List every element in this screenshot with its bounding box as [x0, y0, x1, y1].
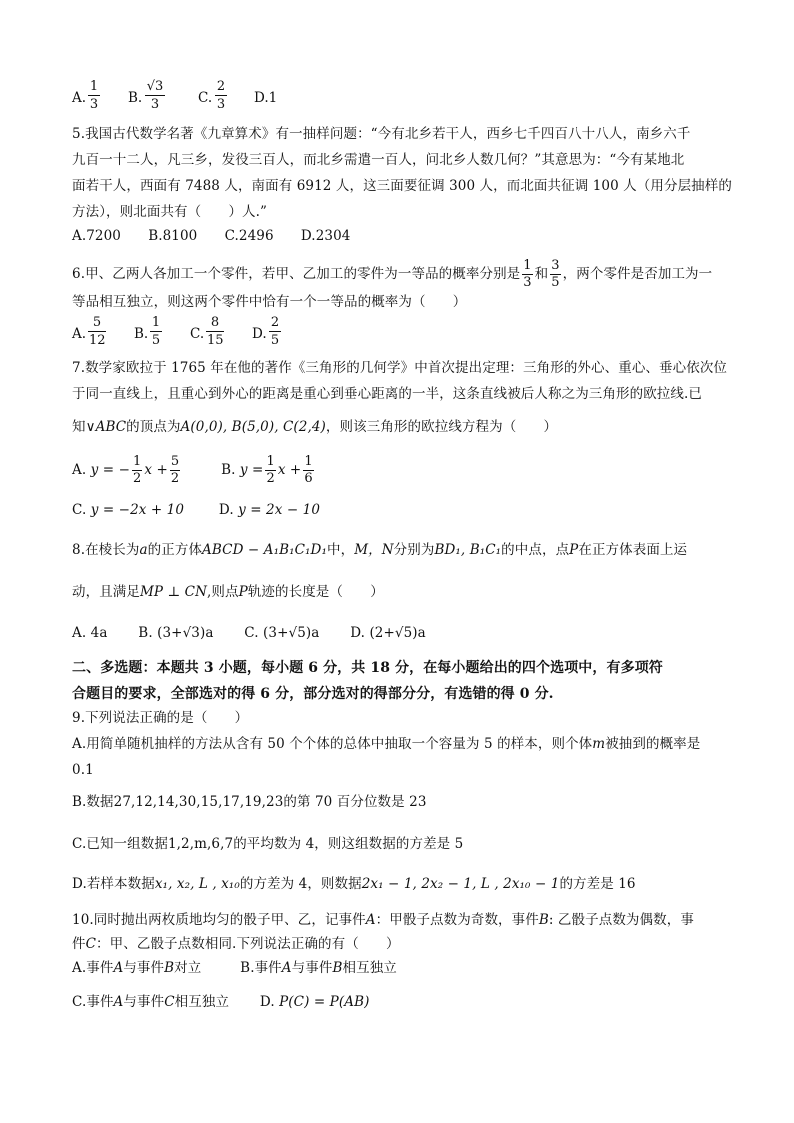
vertex-coordinates: A(0,0), B(5,0), C(2,4) [180, 419, 326, 435]
q8-text: 在正方体表面上运 [578, 542, 688, 558]
denominator: 3 [150, 97, 160, 112]
q10-line-1 [72, 910, 724, 930]
q7-options-ab [72, 450, 724, 490]
fraction [145, 78, 165, 113]
option-label: A. [72, 326, 87, 342]
q5-options[interactable]: A.7200 B.8100 C.2496 D.2304 [72, 228, 351, 244]
math: A [365, 912, 376, 928]
q8-option-d[interactable]: D. (2+√5)a [350, 625, 426, 641]
denominator: 15 [207, 333, 224, 348]
numerator: 1 [304, 454, 313, 469]
q10-option-b[interactable] [240, 960, 397, 976]
q8-option-a[interactable]: A. 4a [72, 625, 108, 641]
q6-text: 6.甲、乙两人各加工一个零件，若甲、乙加工的零件为一等品的概率分别是 [72, 266, 521, 282]
q8-option-c[interactable]: C. (3+√5)a [244, 625, 320, 641]
q9-text: B.数据 [72, 794, 114, 810]
q10-options-cd [72, 992, 724, 1012]
denominator: 3 [89, 97, 99, 112]
numerator: √3 [146, 79, 164, 94]
math: MP ⊥ CN [140, 584, 208, 600]
denominator: 3 [523, 275, 532, 290]
option-label: A. [72, 90, 87, 106]
numerator: 1 [133, 454, 142, 469]
math: C [85, 936, 97, 952]
q9-text: 被抽到的概率是 [605, 736, 701, 752]
math: P(C) = P(AB) [279, 994, 370, 1010]
q8-text: 轨迹的长度是（ ） [247, 584, 384, 600]
triangle-symbol: ∨ABC [85, 419, 127, 435]
q9-option-b[interactable] [72, 792, 724, 812]
fraction [522, 258, 532, 291]
q9-text: 的平均数为 4，则这组数据的方差是 5 [233, 836, 464, 852]
q9-text: D.若样本数据 [72, 876, 155, 892]
option-label: C. [190, 326, 205, 342]
math: y = − [90, 462, 130, 478]
q8-text: 动，且满足 [72, 584, 140, 600]
math: B [164, 960, 175, 976]
q10-option-d[interactable] [260, 994, 370, 1010]
q10-text: 相互独立 [342, 960, 397, 976]
q10-text: 10.同时抛出两枚质地均匀的骰子甲、乙，记事件 [72, 912, 366, 928]
q10-text: 相互独立 [174, 994, 230, 1010]
option-label: C. [198, 90, 213, 106]
math: P [569, 542, 579, 558]
numerator: 5 [88, 314, 106, 332]
q10-text: C.事件 [72, 994, 114, 1010]
q10-text: ：甲、乙骰子点数相同.下列说法正确的有（ ） [96, 936, 400, 952]
numerator: 1 [523, 258, 532, 273]
q10-text: ：甲骰子点数为奇数，事件 [375, 912, 539, 928]
denominator: 2 [133, 471, 142, 486]
q5-line-3: 面若干人，西面有 7488 人，南面有 6912 人，这三面要征调 300 人，而北面共征调 100 人（用分层抽样的 [72, 178, 732, 194]
math: 1,2,m,6,7 [167, 836, 234, 852]
fraction [170, 454, 180, 487]
numerator: 1 [151, 315, 161, 330]
q6-text: ，两个零件是否加工为一 [562, 266, 713, 282]
q8-text: ,则点 [207, 584, 239, 600]
q10-options-ab [72, 958, 724, 978]
q6-line-1 [72, 254, 724, 294]
q9-option-c[interactable] [72, 834, 724, 854]
q7-options-cd [72, 500, 724, 520]
option-label: D. [218, 502, 234, 518]
option-label: A. [72, 462, 87, 478]
q9-text: 的第 70 百分位数是 23 [283, 794, 427, 810]
q8-text: 8.在棱长为 [72, 542, 140, 558]
math: A [113, 994, 124, 1010]
q10-text: 与事件 [123, 994, 165, 1010]
fraction [215, 78, 227, 113]
q10-text: : 乙骰子点数为偶数，事 [548, 912, 694, 928]
q8-text: 的正方体 [147, 542, 203, 558]
denominator: 5 [151, 333, 161, 348]
section-heading-line-1: 二、多选题：本题共 3 小题，每小题 6 分，共 18 分，在每小题给出的四个选项中，有多项符 [72, 660, 663, 676]
q10-option-a[interactable] [72, 960, 201, 976]
q7-option-d[interactable] [219, 502, 320, 518]
option-label: B. [134, 326, 149, 342]
numerator: 2 [270, 315, 280, 330]
q9-text: 的方差为 4，则数据 [239, 876, 362, 892]
q8-options [72, 623, 724, 643]
math: 2x₁ − 1, 2x₂ − 1, L , 2x₁₀ − 1 [361, 876, 560, 892]
math: y = 2x − 10 [238, 502, 321, 518]
numerator: 1 [266, 454, 275, 469]
q10-text: 件 [72, 936, 86, 952]
q9-option-d[interactable] [72, 874, 724, 894]
fraction [88, 314, 106, 349]
fraction [269, 314, 281, 349]
q8-line-2 [72, 582, 724, 602]
q7-option-c[interactable] [72, 502, 184, 518]
math: M，N [354, 542, 394, 558]
math: a [139, 542, 148, 558]
math: 27,12,14,30,15,17,19,23 [113, 794, 284, 810]
denominator: 5 [551, 275, 560, 290]
option-label: D.1 [254, 90, 278, 106]
math: B [332, 960, 343, 976]
numerator: 5 [170, 454, 180, 469]
math: A [113, 960, 124, 976]
q8-text: 的中点，点 [501, 542, 570, 558]
section-heading-line-2: 合题目的要求，全部选对的得 6 分，部分选对的得部分分，有选错的得 0 分. [72, 686, 554, 702]
fraction [132, 454, 142, 487]
option-label: C. [72, 502, 87, 518]
q5-line-2: 九百一十二人，凡三乡，发役三百人，而北乡需遣一百人，问北乡人数几何？”其意思为：“今有某地北 [72, 152, 685, 168]
q8-text: 中， [327, 542, 355, 558]
q10-option-c[interactable] [72, 994, 229, 1010]
q9-stem: 9.下列说法正确的是（ ） [72, 710, 249, 726]
numerator: 3 [551, 258, 560, 273]
option-label: D. [252, 326, 267, 342]
option-label: B. [221, 462, 236, 478]
q9-option-a-line-2: 0.1 [72, 762, 94, 778]
q10-text: 与事件 [291, 960, 333, 976]
q7-option-a[interactable] [72, 454, 182, 486]
q5-line-1: 5.我国古代数学名著《九章算术》有一抽样问题：“今有北乡若干人，西乡七千四百八十八人，南乡六千 [72, 126, 691, 142]
fraction [206, 314, 224, 349]
fraction [550, 258, 560, 291]
denominator: 6 [304, 471, 313, 486]
denominator: 2 [170, 471, 180, 486]
q9-text: 的方差是 16 [559, 876, 636, 892]
q10-line-2 [72, 934, 724, 954]
math: BD₁, B₁C₁ [434, 542, 502, 558]
math: x + [277, 462, 302, 478]
q4-options [72, 78, 332, 118]
math: ABCD − A₁B₁C₁D₁ [202, 542, 327, 558]
q10-text: A.事件 [72, 960, 114, 976]
q5-line-4: 方法），则北面共有（ ）人.” [72, 204, 268, 220]
q9-option-a-line-1[interactable] [72, 734, 724, 754]
math: C [164, 994, 175, 1010]
q6-options [72, 314, 312, 354]
q7-option-b[interactable] [221, 454, 316, 486]
fraction [88, 78, 100, 113]
q8-option-b[interactable]: B. (3+√3)a [138, 625, 214, 641]
q9-text: A.用简单随机抽样的方法从含有 50 个个体的总体中抽取一个容量为 5 的样本，则个体 [72, 736, 593, 752]
fraction [303, 454, 313, 487]
q6-text: 和 [534, 266, 549, 282]
q10-text: 对立 [174, 960, 202, 976]
option-label: B. [128, 90, 143, 106]
q7-line-3 [72, 417, 724, 437]
fraction [150, 314, 162, 349]
math: m [592, 736, 606, 752]
numerator: 1 [89, 79, 99, 94]
denominator: 12 [89, 333, 106, 348]
q10-text: D. [259, 994, 275, 1010]
math: A [281, 960, 292, 976]
q10-text: 与事件 [123, 960, 165, 976]
q8-line-1 [72, 540, 724, 560]
q7-text: 的顶点为 [126, 419, 181, 435]
denominator: 2 [266, 471, 275, 486]
q7-line-1: 7.数学家欧拉于 1765 年在他的著作《三角形的几何学》中首次提出定理：三角形的外心、重心、垂心依次位 [72, 360, 728, 376]
q9-text: C.已知一组数据 [72, 836, 168, 852]
denominator: 3 [216, 97, 226, 112]
math: y = −2x + 10 [90, 502, 185, 518]
q7-text: 知 [72, 419, 86, 435]
fraction [265, 454, 275, 487]
denominator: 5 [270, 333, 280, 348]
q6-line-2: 等品相互独立，则这两个零件中恰有一个一等品的概率为（ ） [72, 294, 467, 310]
math: y = [239, 462, 264, 478]
math: x₁, x₂, L , x₁₀ [154, 876, 240, 892]
math: P [238, 584, 248, 600]
math: B [538, 912, 549, 928]
q8-text: 分别为 [393, 542, 435, 558]
q10-text: B.事件 [240, 960, 282, 976]
numerator: 8 [206, 314, 224, 332]
q7-line-2: 于同一直线上，且重心到外心的距离是重心到垂心距离的一半，这条直线被后人称之为三角形的欧拉线.已 [72, 386, 702, 402]
math: x + [144, 462, 168, 478]
numerator: 2 [216, 79, 226, 94]
q7-text: ，则该三角形的欧拉线方程为（ ） [325, 419, 558, 435]
